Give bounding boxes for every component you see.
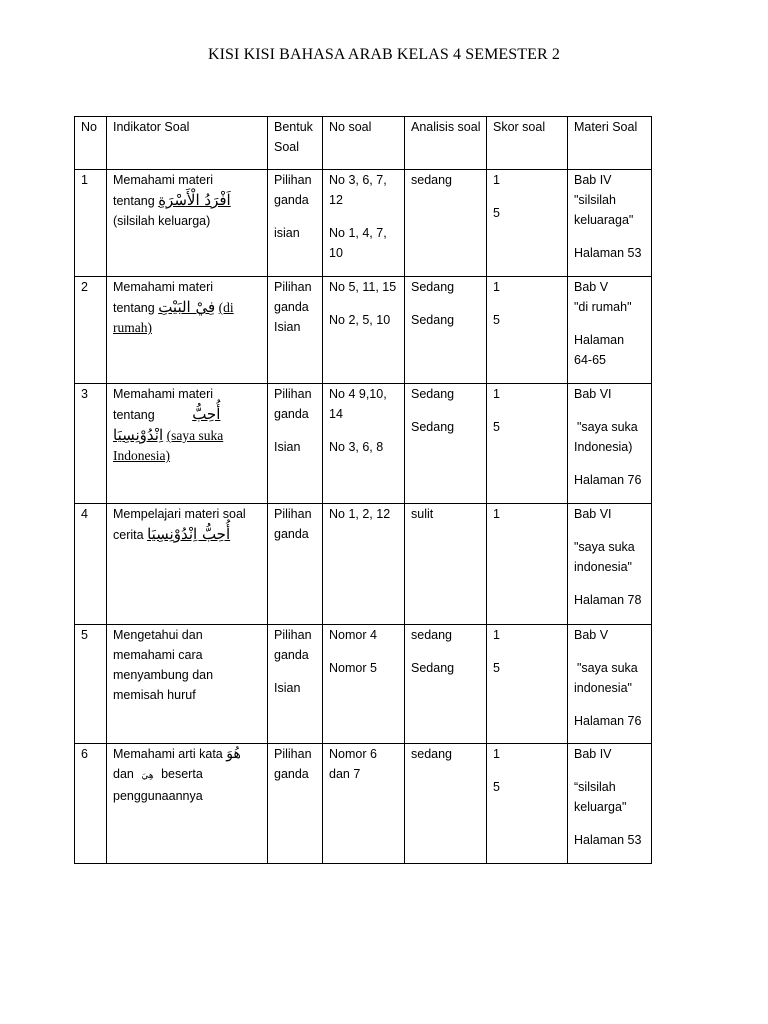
table-header-row [75, 117, 652, 170]
materi-line: Bab VI [574, 507, 612, 521]
no-soal-line: No 3, 6, 8 [329, 440, 384, 454]
materi-line: Halaman 78 [574, 593, 642, 607]
no-soal-line: No 2, 5, 10 [329, 313, 391, 327]
skor-line: 5 [493, 420, 500, 434]
bentuk-line: ganda [274, 300, 309, 314]
cell-no: 6 [75, 744, 107, 864]
header-bentuk-line: Bentuk [274, 120, 313, 134]
arabic-phrase: اِنْدُوْنِسِيَا [113, 426, 164, 444]
indikator-line: memahami cara [113, 648, 203, 662]
bentuk-line: Pilihan [274, 628, 312, 642]
cell-gap [329, 297, 400, 310]
cell-skor [487, 384, 568, 504]
header-bentuk [268, 117, 323, 170]
indikator-line: Mengetahui dan [113, 628, 203, 642]
arabic-word: هُوَ [226, 746, 241, 762]
cell-no: 5 [75, 625, 107, 744]
cell-gap [574, 817, 647, 830]
cell-no-soal [323, 170, 405, 277]
analisis-line: Sedang [411, 313, 455, 327]
cell-gap [493, 404, 563, 417]
no-soal-line: 12 [329, 193, 343, 207]
indikator-text: dan [113, 767, 134, 781]
materi-line: Indonesia) [574, 440, 633, 454]
analisis-line: sedang [411, 173, 453, 187]
materi-line: “silsilah [574, 780, 616, 794]
bentuk-line: ganda [274, 407, 309, 421]
bentuk-line: isian [274, 226, 300, 240]
header-no-soal: No soal [323, 117, 405, 170]
cell-gap [574, 457, 647, 470]
header-analisis: Analisis soal [405, 117, 487, 170]
analisis-line: sulit [411, 507, 434, 521]
table-row [75, 625, 652, 744]
cell-materi [568, 384, 652, 504]
materi-line: Halaman 76 [574, 714, 642, 728]
analisis-line: Sedang [411, 387, 455, 401]
bentuk-line: Isian [274, 440, 301, 454]
bentuk-line: Isian [274, 320, 301, 334]
bentuk-line: Pilihan [274, 507, 312, 521]
materi-line: "silsilah [574, 193, 616, 207]
indikator-line [113, 425, 263, 446]
skor-line: 5 [493, 780, 500, 794]
header-indikator: Indikator Soal [107, 117, 268, 170]
cell-no: 2 [75, 277, 107, 384]
skor-line: 1 [493, 747, 500, 761]
cell-no: 3 [75, 384, 107, 504]
arabic-phrase: اَفْرَدُ الْأَسْرَةِ [158, 191, 231, 209]
cell-indikator [107, 170, 268, 277]
cell-no-soal [323, 744, 405, 864]
skor-line: 5 [493, 313, 500, 327]
no-soal-line: 14 [329, 407, 343, 421]
cell-gap [493, 645, 563, 658]
indikator-text: beserta [161, 767, 203, 781]
indikator-line: memisah huruf [113, 688, 196, 702]
materi-line: 64-65 [574, 353, 606, 367]
cell-bentuk [268, 384, 323, 504]
no-soal-line: No 1, 2, 12 [329, 507, 391, 521]
cell-gap [493, 297, 563, 310]
cell-gap [329, 645, 400, 658]
cell-analisis [405, 744, 487, 864]
indikator-text: tentang [113, 194, 155, 208]
cell-gap [574, 764, 647, 777]
materi-line: Bab IV [574, 173, 612, 187]
bentuk-line: ganda [274, 767, 309, 781]
indikator-text: Memahami arti kata [113, 747, 223, 761]
no-soal-line: Nomor 4 [329, 628, 377, 642]
indikator-line: Indonesia) [113, 448, 170, 463]
no-soal-line: No 4 9,10, [329, 387, 387, 401]
cell-materi [568, 504, 652, 625]
materi-line: "saya suka [577, 661, 638, 675]
cell-gap [329, 210, 400, 223]
materi-line: Bab VI [574, 387, 612, 401]
header-no: No [75, 117, 107, 170]
cell-gap [574, 317, 647, 330]
cell-skor [487, 744, 568, 864]
cell-gap [574, 524, 647, 537]
analisis-line: sedang [411, 747, 453, 761]
skor-line: 5 [493, 661, 500, 675]
materi-line: Bab V [574, 628, 609, 642]
cell-no-soal [323, 625, 405, 744]
cell-analisis [405, 384, 487, 504]
indikator-text: tentang [113, 301, 155, 315]
cell-bentuk [268, 744, 323, 864]
cell-gap [493, 190, 563, 203]
no-soal-line: Nomor 5 [329, 661, 377, 675]
table-row [75, 170, 652, 277]
cell-bentuk [268, 625, 323, 744]
cell-gap [574, 698, 647, 711]
bentuk-line: ganda [274, 193, 309, 207]
indikator-text: cerita [113, 528, 144, 542]
cell-gap [411, 404, 482, 417]
cell-materi [568, 277, 652, 384]
arabic-phrase: أُحِبُّ اِنْدُوْنِسِيَا [147, 525, 231, 543]
cell-indikator [107, 504, 268, 625]
skor-line: 1 [493, 507, 500, 521]
table-row [75, 277, 652, 384]
materi-line: keluarga" [574, 800, 627, 814]
materi-line: Bab V [574, 280, 609, 294]
indikator-line [113, 744, 263, 764]
materi-line: "di rumah" [574, 300, 632, 314]
bentuk-line: Pilihan [274, 747, 312, 761]
document-title: KISI KISI BAHASA ARAB KELAS 4 SEMESTER 2 [207, 46, 561, 63]
materi-line: keluaraga" [574, 213, 634, 227]
indikator-text: (di [218, 300, 234, 315]
arabic-phrase: فِيْ البَيْتِ [158, 298, 216, 316]
cell-no: 4 [75, 504, 107, 625]
header-bentuk-line: Soal [274, 140, 300, 154]
bentuk-line: Pilihan [274, 387, 312, 401]
no-soal-line: No 3, 6, 7, [329, 173, 387, 187]
analisis-line: Sedang [411, 420, 455, 434]
bentuk-line: Pilihan [274, 173, 312, 187]
cell-no-soal [323, 504, 405, 625]
cell-indikator [107, 277, 268, 384]
arabic-word: هِيَ [141, 771, 154, 781]
cell-gap [493, 764, 563, 777]
skor-line: 1 [493, 173, 500, 187]
header-materi: Materi Soal [568, 117, 652, 170]
indikator-line [113, 764, 263, 786]
no-soal-line: dan 7 [329, 767, 361, 781]
indikator-text: tentang [113, 408, 155, 422]
skor-line: 5 [493, 206, 500, 220]
indikator-line: (silsilah keluarga) [113, 214, 211, 228]
indikator-line: Memahami materi [113, 280, 214, 294]
cell-indikator [107, 744, 268, 864]
indikator-line: Memahami materi [113, 173, 214, 187]
header-skor: Skor soal [487, 117, 568, 170]
cell-gap [411, 297, 482, 310]
indikator-line: penggunaannya [113, 789, 203, 803]
materi-line: Halaman 76 [574, 473, 642, 487]
bentuk-line: ganda [274, 527, 309, 541]
indikator-line: Mempelajari materi soal [113, 507, 246, 521]
materi-line: Halaman 53 [574, 833, 642, 847]
cell-skor [487, 504, 568, 625]
indikator-line [113, 297, 263, 318]
cell-skor [487, 170, 568, 277]
indikator-line: menyambung dan [113, 668, 214, 682]
indikator-text: (saya suka [166, 428, 224, 443]
skor-line: 1 [493, 280, 500, 294]
skor-line: 1 [493, 387, 500, 401]
cell-materi [568, 170, 652, 277]
indikator-line [113, 190, 263, 211]
materi-line: Halaman 53 [574, 246, 642, 260]
analisis-line: sedang [411, 628, 453, 642]
materi-line: "saya suka [577, 420, 638, 434]
no-soal-line: 10 [329, 246, 343, 260]
cell-gap [574, 645, 647, 658]
cell-materi [568, 625, 652, 744]
cell-gap [274, 210, 318, 223]
cell-indikator [107, 384, 268, 504]
arabic-phrase: أُحِبُّ [192, 405, 221, 423]
cell-bentuk [268, 277, 323, 384]
kisi-kisi-table [74, 116, 652, 864]
cell-no-soal [323, 384, 405, 504]
cell-analisis [405, 170, 487, 277]
materi-line: Halaman [574, 333, 625, 347]
indikator-line [113, 404, 263, 425]
skor-line: 1 [493, 628, 500, 642]
cell-bentuk [268, 170, 323, 277]
materi-line: Bab IV [574, 747, 612, 761]
cell-gap [574, 404, 647, 417]
analisis-line: Sedang [411, 280, 455, 294]
cell-no-soal [323, 277, 405, 384]
cell-bentuk [268, 504, 323, 625]
cell-gap [329, 424, 400, 437]
cell-analisis [405, 625, 487, 744]
bentuk-line: ganda [274, 648, 309, 662]
cell-analisis [405, 504, 487, 625]
cell-gap [274, 424, 318, 437]
table-row [75, 744, 652, 864]
materi-line: indonesia" [574, 681, 632, 695]
table-row [75, 384, 652, 504]
indikator-line: rumah) [113, 320, 152, 335]
no-soal-line: No 5, 11, 15 [329, 280, 397, 294]
cell-skor [487, 277, 568, 384]
materi-line: "saya suka [574, 540, 635, 554]
cell-no: 1 [75, 170, 107, 277]
analisis-line: Sedang [411, 661, 455, 675]
indikator-line [113, 524, 263, 545]
cell-gap [574, 577, 647, 590]
bentuk-line: Pilihan [274, 280, 312, 294]
cell-materi [568, 744, 652, 864]
cell-analisis [405, 277, 487, 384]
no-soal-line: No 1, 4, 7, [329, 226, 387, 240]
bentuk-line: Isian [274, 681, 301, 695]
indikator-line: Memahami materi [113, 387, 214, 401]
cell-gap [574, 230, 647, 243]
cell-gap [274, 665, 318, 678]
materi-line: indonesia" [574, 560, 632, 574]
cell-skor [487, 625, 568, 744]
no-soal-line: Nomor 6 [329, 747, 377, 761]
cell-indikator [107, 625, 268, 744]
table-row [75, 504, 652, 625]
cell-gap [411, 645, 482, 658]
